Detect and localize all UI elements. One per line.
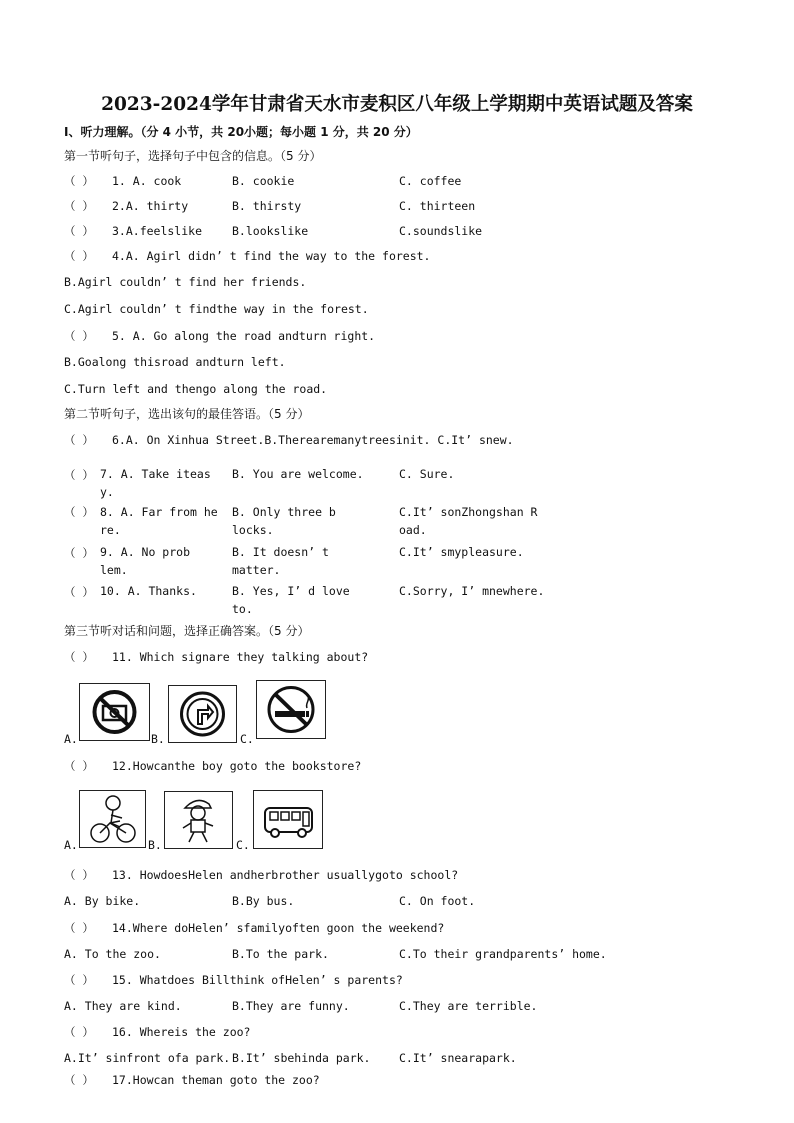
boy-walking-image[interactable] xyxy=(164,791,233,849)
q5-option-a: 5. A. Go along the road andturn right. xyxy=(112,329,376,343)
q16-option-b: B.It’ sbehinda park. xyxy=(232,1051,371,1065)
q14-option-a: A. To the zoo. xyxy=(64,947,161,961)
q13-option-c: C. On foot. xyxy=(399,894,476,908)
q2-option-b: B. thirsty xyxy=(232,199,302,213)
q15-option-c: C.They are terrible. xyxy=(399,999,538,1013)
q14-question: 14.Where doHelen’ sfamilyoften goon the weekend? xyxy=(112,921,445,935)
answer-blank[interactable]: （ ） xyxy=(64,921,94,935)
q9-option-a: 9. A. No problem. xyxy=(100,545,191,577)
q10-option-c: C.Sorry, I’ mnewhere. xyxy=(399,584,545,598)
answer-blank[interactable]: （ ） xyxy=(64,973,94,987)
bus-image[interactable] xyxy=(253,790,323,849)
q16-option-c: C.It’ snearapark. xyxy=(399,1051,517,1065)
answer-blank[interactable]: （ ） xyxy=(64,433,94,447)
q10-option-a: 10. A. Thanks. xyxy=(100,584,197,598)
q16-option-a: A.It’ sinfront ofa park. xyxy=(64,1051,231,1065)
page-title: 2023-2024学年甘肃省天水市麦积区八年级上学期期中英语试题及答案 xyxy=(101,94,693,115)
q12-label-b: B. xyxy=(148,838,162,852)
answer-blank[interactable]: （ ） xyxy=(64,468,94,482)
q8-option-a: 8. A. Far from here. xyxy=(100,505,218,537)
answer-blank[interactable]: （ ） xyxy=(64,224,94,238)
answer-blank[interactable]: （ ） xyxy=(64,329,94,343)
q5-option-c: C.Turn left and thengo along the road. xyxy=(64,382,328,396)
q7-option-c: C. Sure. xyxy=(399,467,455,481)
q13-option-b: B.By bus. xyxy=(232,894,295,908)
q14-option-b: B.To the park. xyxy=(232,947,329,961)
q11-label-c: C. xyxy=(240,732,254,746)
answer-blank[interactable]: （ ） xyxy=(64,249,94,263)
answer-blank[interactable]: （ ） xyxy=(64,505,94,519)
answer-blank[interactable]: （ ） xyxy=(64,650,94,664)
no-camera-sign-image[interactable] xyxy=(79,683,150,741)
q1-option-c: C. coffee xyxy=(399,174,462,188)
q3-option-c: C.soundslike xyxy=(399,224,483,238)
q16-question: 16. Whereis the zoo? xyxy=(112,1025,251,1039)
no-right-turn-sign-image[interactable] xyxy=(168,685,237,743)
no-camera-icon xyxy=(80,684,149,740)
boy-cycling-image[interactable] xyxy=(79,790,146,848)
no-smoking-sign-image[interactable] xyxy=(256,680,326,739)
answer-blank[interactable]: （ ） xyxy=(64,546,94,560)
no-turn-sign-icon xyxy=(169,686,236,742)
bus-icon xyxy=(254,791,322,848)
q2-option-a: 2.A. thirty xyxy=(112,199,189,213)
q1-option-b: B. cookie xyxy=(232,174,295,188)
section2-heading: 第二节听句子，选出该句的最佳答语。（5 分） xyxy=(64,407,310,421)
answer-blank[interactable]: （ ） xyxy=(64,1073,94,1087)
part1-heading: Ⅰ、听力理解。（分 4 小节，共 20小题；每小题 1 分，共 20 分） xyxy=(64,125,418,139)
q4-option-c: C.Agirl couldn’ t findthe way in the forest. xyxy=(64,302,369,316)
q12-question: 12.Howcanthe boy goto the bookstore? xyxy=(112,759,362,773)
q15-option-a: A. They are kind. xyxy=(64,999,182,1013)
answer-blank[interactable]: （ ） xyxy=(64,759,94,773)
q11-label-a: A. xyxy=(64,732,78,746)
answer-blank[interactable]: （ ） xyxy=(64,199,94,213)
q11-label-b: B. xyxy=(151,732,165,746)
section1-heading: 第一节听句子，选择句子中包含的信息。（5 分） xyxy=(64,149,322,163)
answer-blank[interactable]: （ ） xyxy=(64,868,94,882)
q9-option-b: B. It doesn’ t matter. xyxy=(232,545,329,577)
q9-option-c: C.It’ smypleasure. xyxy=(399,545,524,559)
q4-option-b: B.Agirl couldn’ t find her friends. xyxy=(64,275,307,289)
q17-question: 17.Howcan theman goto the zoo? xyxy=(112,1073,320,1087)
q8-option-b: B. Only three blocks. xyxy=(232,505,336,537)
q8-option-c: C.It’ sonZhongshan Road. xyxy=(399,505,538,537)
walking-boy-icon xyxy=(165,792,232,848)
q14-option-c: C.To their grandparents’ home. xyxy=(399,947,607,961)
q12-label-c: C. xyxy=(236,838,250,852)
q6-options: 6.A. On Xinhua Street.B.Therearemanytreesinit. C.It’ snew. xyxy=(112,433,514,447)
q12-label-a: A. xyxy=(64,838,78,852)
q13-question: 13. HowdoesHelen andherbrother usuallygoto school? xyxy=(112,868,459,882)
answer-blank[interactable]: （ ） xyxy=(64,1025,94,1039)
q5-option-b: B.Goalong thisroad andturn left. xyxy=(64,355,286,369)
q11-question: 11. Which signare they talking about? xyxy=(112,650,369,664)
q1-option-a: 1. A. cook xyxy=(112,174,182,188)
q7-option-b: B. You are welcome. xyxy=(232,467,364,481)
q15-question: 15. Whatdoes Billthink ofHelen’ s parents? xyxy=(112,973,403,987)
q3-option-b: B.lookslike xyxy=(232,224,309,238)
q2-option-c: C. thirteen xyxy=(399,199,476,213)
bicycle-icon xyxy=(80,791,145,847)
q7-option-a: 7. A. Take iteasy. xyxy=(100,467,211,499)
q4-option-a: 4.A. Agirl didn’ t find the way to the forest. xyxy=(112,249,431,263)
q3-option-a: 3.A.feelslike xyxy=(112,224,203,238)
answer-blank[interactable]: （ ） xyxy=(64,585,94,599)
q13-option-a: A. By bike. xyxy=(64,894,141,908)
section3-heading: 第三节听对话和问题，选择正确答案。（5 分） xyxy=(64,624,310,638)
q15-option-b: B.They are funny. xyxy=(232,999,350,1013)
answer-blank[interactable]: （ ） xyxy=(64,174,94,188)
q10-option-b: B. Yes, I’ d love to. xyxy=(232,584,350,616)
no-smoking-icon xyxy=(257,681,325,738)
